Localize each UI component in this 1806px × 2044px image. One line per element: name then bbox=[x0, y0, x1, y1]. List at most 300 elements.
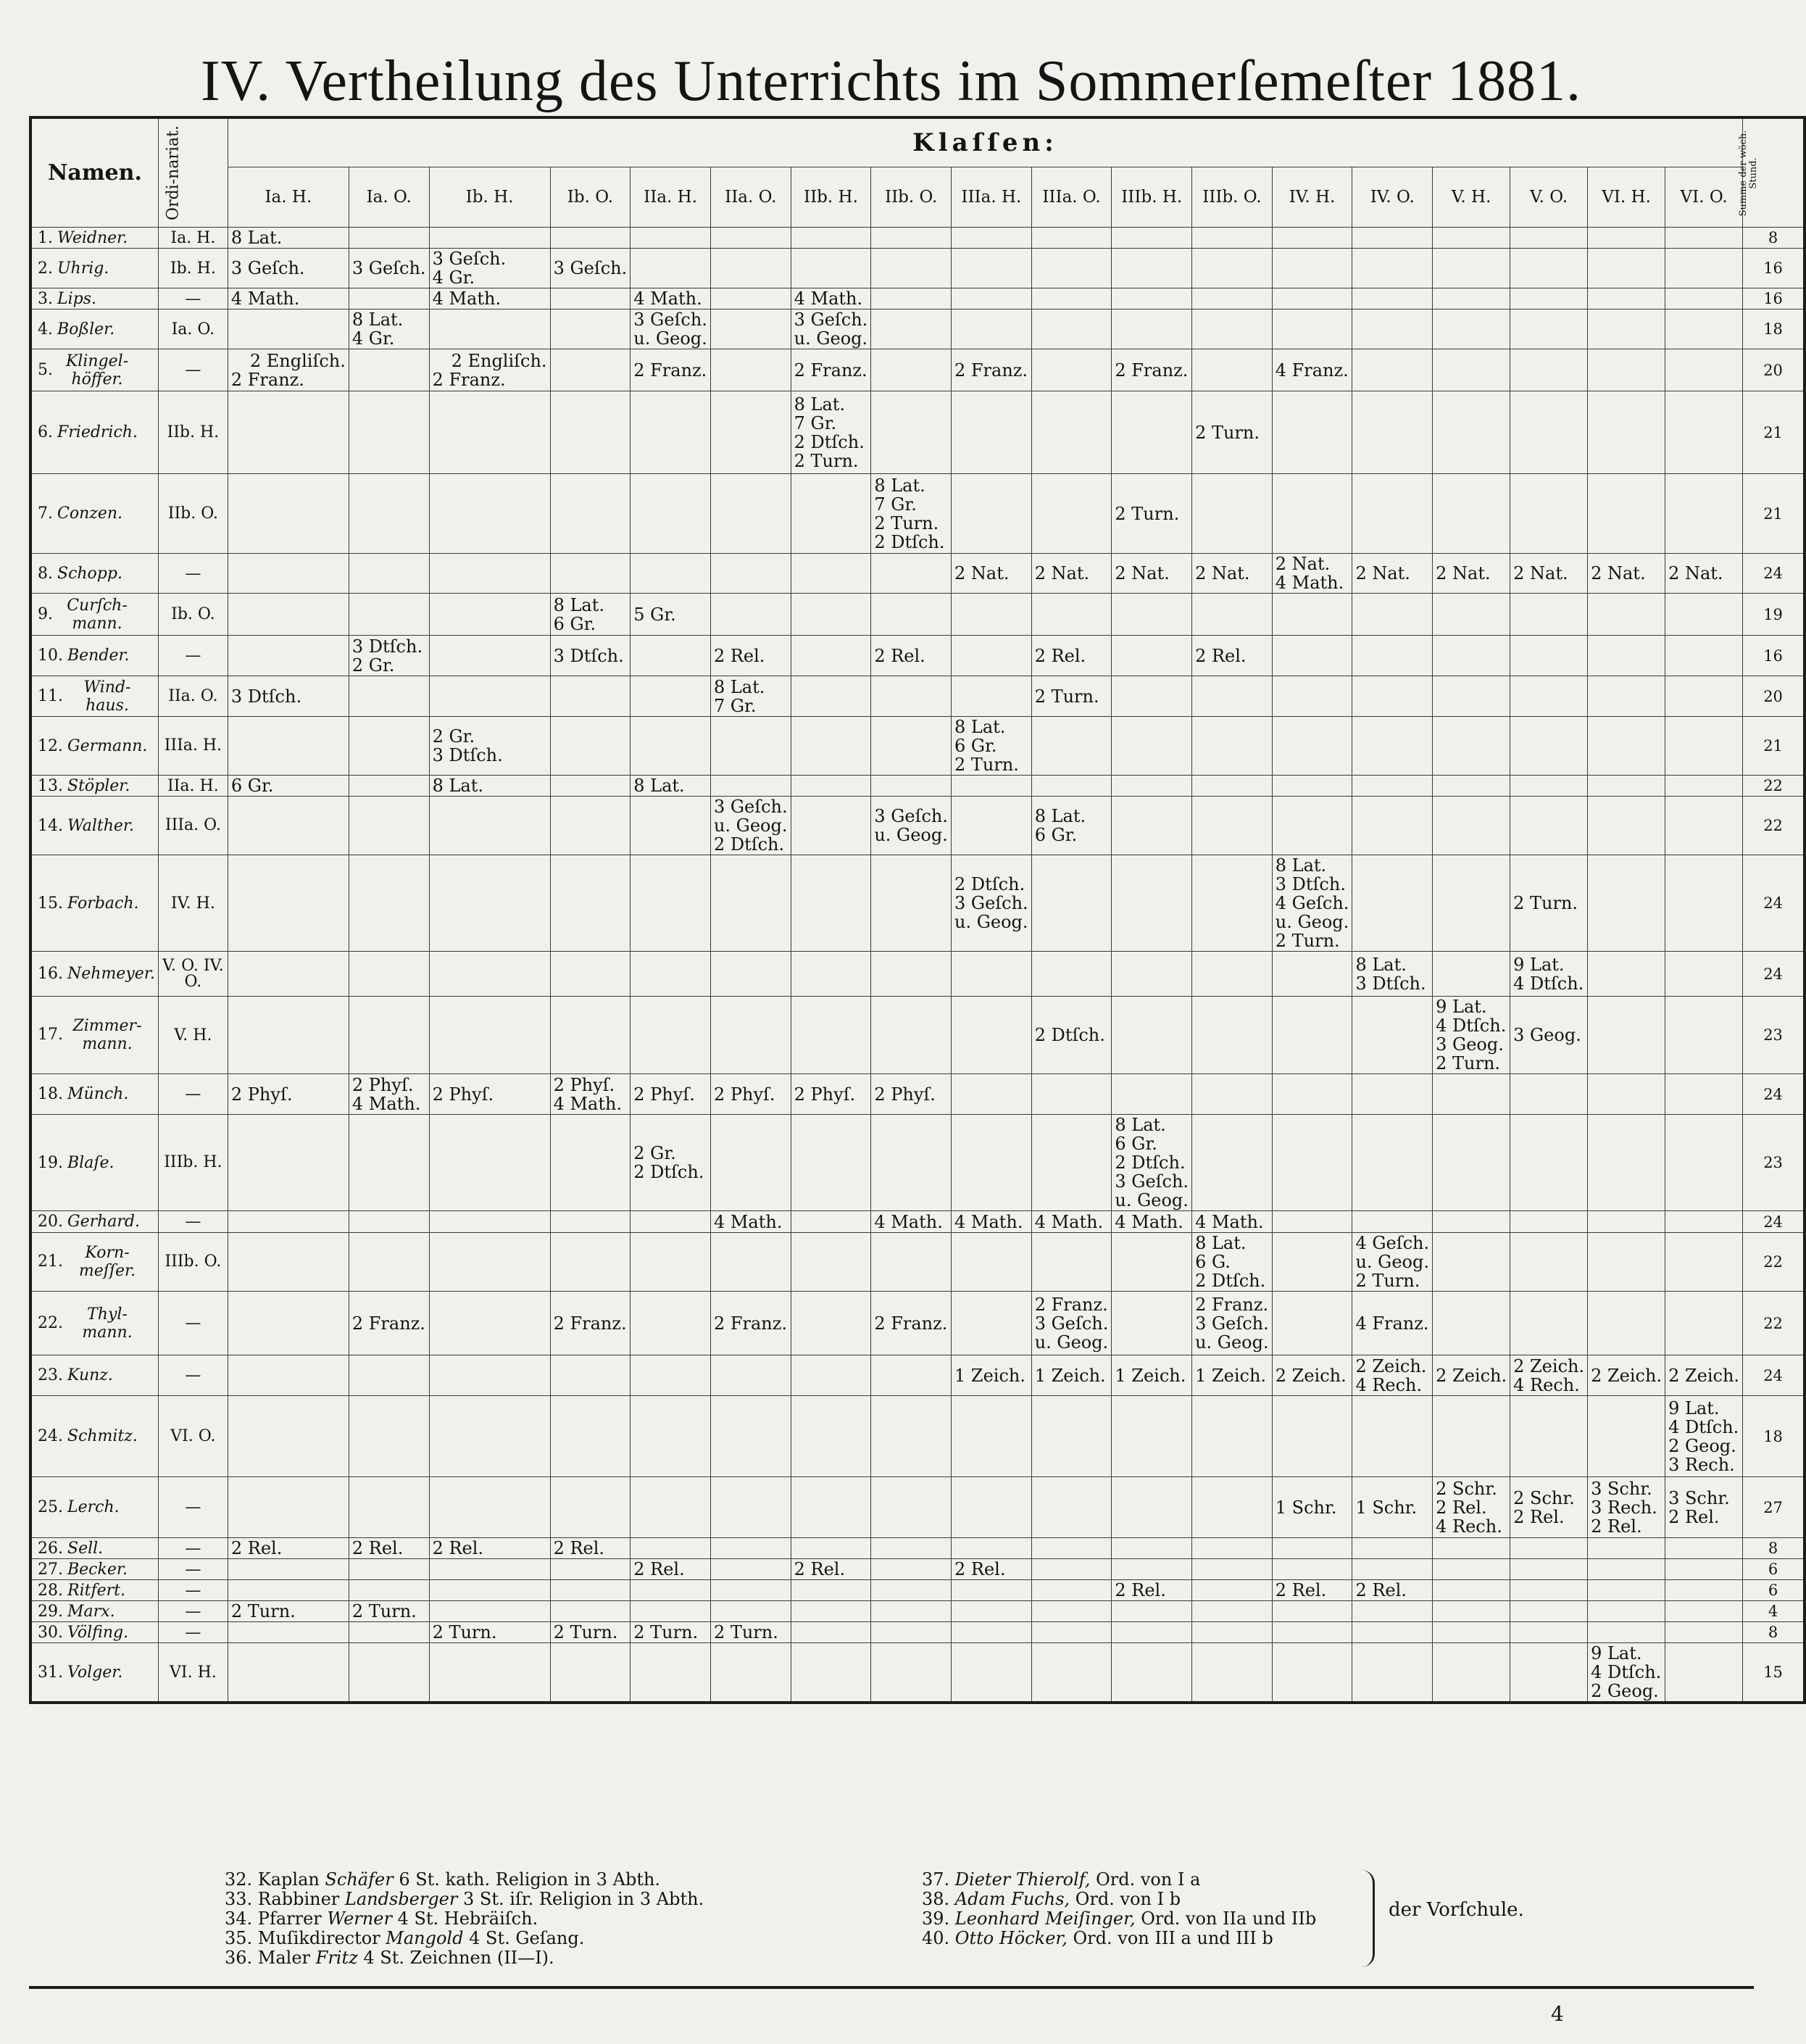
teacher-name-text: Germann. bbox=[67, 736, 148, 755]
lesson-cell bbox=[710, 1477, 791, 1538]
lesson-cell bbox=[550, 776, 631, 797]
lesson-entry: 4 Dtſch. bbox=[1436, 1015, 1507, 1036]
lesson-cell bbox=[631, 554, 711, 594]
lesson-cell bbox=[349, 1074, 429, 1115]
lesson-cell bbox=[1031, 1115, 1112, 1211]
row-number: 10. bbox=[38, 647, 63, 665]
lesson-cell bbox=[1272, 717, 1352, 776]
lesson-cell bbox=[710, 1538, 791, 1559]
lesson-cell bbox=[1112, 855, 1192, 952]
page-title: IV. Vertheilung des Unterrichts im Sommerſemeſter 1881. bbox=[200, 49, 1582, 113]
lesson-cell bbox=[1665, 636, 1743, 676]
lesson-cell bbox=[228, 249, 349, 288]
lesson-entry: u. Geog. bbox=[713, 815, 788, 836]
lesson-entry: 2 Dtſch. bbox=[1195, 1271, 1266, 1291]
lesson-cell bbox=[1192, 1292, 1273, 1355]
lesson-cell bbox=[1192, 676, 1273, 717]
lesson-cell bbox=[1031, 1559, 1112, 1580]
lesson-cell bbox=[349, 474, 429, 554]
lesson-cell bbox=[1588, 952, 1665, 997]
table-row bbox=[30, 676, 1805, 717]
lesson-entry: 3 Geog. bbox=[1513, 1025, 1581, 1045]
lesson-cell bbox=[228, 636, 349, 676]
ordinariat-cell: IIa. O. bbox=[158, 676, 228, 717]
lesson-cell bbox=[871, 1355, 952, 1396]
lesson-cell bbox=[1510, 1538, 1588, 1559]
lesson-cell bbox=[631, 1622, 711, 1643]
lesson-cell bbox=[1112, 636, 1192, 676]
lesson-cell bbox=[871, 228, 952, 249]
lesson-entry: 8 Lat. bbox=[1275, 855, 1327, 876]
teacher-name-text: Curſch-mann. bbox=[67, 596, 128, 633]
ordinariat-cell: IIb. O. bbox=[158, 474, 228, 554]
lesson-cell bbox=[791, 1292, 871, 1355]
weekly-hours-sum: 18 bbox=[1743, 1396, 1805, 1477]
class-header: VI. O. bbox=[1665, 167, 1743, 228]
teacher-name-text: Schopp. bbox=[57, 564, 122, 583]
lesson-entry: 2 Dtſch. bbox=[1115, 1152, 1186, 1173]
teacher-name-text: Blaſe. bbox=[67, 1153, 115, 1172]
class-header: IV. O. bbox=[1352, 167, 1433, 228]
lesson-cell bbox=[550, 1115, 631, 1211]
lesson-cell bbox=[349, 776, 429, 797]
lesson-cell bbox=[1510, 1396, 1588, 1477]
ordinariat-cell: — bbox=[158, 636, 228, 676]
lesson-entry: 2 Dtſch. bbox=[713, 834, 785, 855]
lesson-cell bbox=[1433, 1601, 1510, 1622]
lesson-entry: 2 Rel. bbox=[432, 1538, 484, 1558]
lesson-cell bbox=[1510, 1355, 1588, 1396]
lesson-cell bbox=[1192, 1477, 1273, 1538]
row-number: 27. bbox=[38, 1560, 63, 1579]
lesson-cell bbox=[1272, 228, 1352, 249]
lesson-cell bbox=[1352, 249, 1433, 288]
lesson-cell bbox=[871, 997, 952, 1074]
lesson-cell bbox=[710, 1233, 791, 1292]
lesson-cell bbox=[1433, 776, 1510, 797]
lesson-cell bbox=[1665, 391, 1743, 474]
lesson-entry: 2 Nat. bbox=[954, 563, 1010, 583]
lesson-cell bbox=[952, 288, 1032, 309]
lesson-entry: 2 Nat. bbox=[1115, 563, 1170, 583]
row-number: 8. bbox=[38, 564, 53, 583]
lesson-cell bbox=[1433, 676, 1510, 717]
lesson-entry: 4 Math. bbox=[230, 288, 300, 309]
lesson-cell bbox=[631, 1292, 711, 1355]
lesson-cell bbox=[1588, 1292, 1665, 1355]
lesson-cell bbox=[349, 676, 429, 717]
lesson-cell bbox=[1272, 1074, 1352, 1115]
lesson-entry: 2 Engliſch. bbox=[451, 350, 547, 371]
lesson-cell bbox=[1192, 249, 1273, 288]
lesson-cell bbox=[1192, 1538, 1273, 1559]
lesson-cell bbox=[871, 1580, 952, 1601]
class-header: IIIa. H. bbox=[952, 167, 1032, 228]
lesson-cell bbox=[1665, 474, 1743, 554]
lesson-cell bbox=[1665, 717, 1743, 776]
lesson-entry: 3 Geſch. bbox=[633, 309, 707, 330]
lesson-cell bbox=[1510, 249, 1588, 288]
lesson-cell bbox=[1112, 1601, 1192, 1622]
lesson-cell bbox=[429, 1396, 550, 1477]
lesson-entry: 1 Zeich. bbox=[954, 1365, 1025, 1386]
lesson-cell bbox=[1352, 1643, 1433, 1703]
weekly-hours-sum: 16 bbox=[1743, 249, 1805, 288]
lesson-cell bbox=[349, 797, 429, 855]
weekly-hours-sum: 24 bbox=[1743, 1355, 1805, 1396]
lesson-cell bbox=[1665, 309, 1743, 349]
lesson-entry: 2 Nat. bbox=[1034, 563, 1090, 583]
lesson-cell bbox=[429, 554, 550, 594]
lesson-cell bbox=[1588, 1211, 1665, 1233]
table-row bbox=[30, 636, 1805, 676]
lesson-cell bbox=[1272, 1538, 1352, 1559]
lesson-cell bbox=[791, 554, 871, 594]
lesson-entry: u. Geog. bbox=[1355, 1252, 1429, 1272]
lesson-cell bbox=[1588, 1559, 1665, 1580]
teacher-name-text: Völfing. bbox=[67, 1623, 129, 1642]
row-number: 17. bbox=[38, 1026, 63, 1044]
lesson-cell bbox=[1433, 1643, 1510, 1703]
class-header: V. H. bbox=[1433, 167, 1510, 228]
lesson-cell bbox=[1352, 1538, 1433, 1559]
lesson-entry: 9 Lat. bbox=[1668, 1397, 1720, 1418]
lesson-cell bbox=[1588, 1074, 1665, 1115]
lesson-entry: 2 Engliſch. bbox=[249, 350, 346, 371]
lesson-cell bbox=[952, 309, 1032, 349]
row-number: 24. bbox=[38, 1427, 63, 1445]
row-number: 20. bbox=[38, 1213, 63, 1231]
lesson-entry: 2 Rel. bbox=[874, 645, 925, 666]
lesson-cell bbox=[1272, 249, 1352, 288]
lesson-cell bbox=[1272, 855, 1352, 952]
lesson-cell bbox=[871, 1559, 952, 1580]
lesson-cell bbox=[631, 228, 711, 249]
lesson-entry: 7 Gr. bbox=[713, 695, 757, 716]
lesson-cell bbox=[1112, 1538, 1192, 1559]
table-row bbox=[30, 554, 1805, 594]
lesson-cell bbox=[791, 1622, 871, 1643]
ordinariat-cell: — bbox=[158, 1477, 228, 1538]
lesson-cell bbox=[1031, 1601, 1112, 1622]
weekly-hours-sum: 22 bbox=[1743, 1292, 1805, 1355]
lesson-entry: 6 Gr. bbox=[1034, 825, 1078, 845]
lesson-entry: 9 Lat. bbox=[1591, 1643, 1642, 1663]
class-header: V. O. bbox=[1510, 167, 1588, 228]
teacher-name bbox=[30, 1233, 158, 1292]
lesson-cell bbox=[1112, 1292, 1192, 1355]
lesson-cell bbox=[1112, 1211, 1192, 1233]
weekly-hours-sum: 6 bbox=[1743, 1580, 1805, 1601]
lesson-cell bbox=[1272, 1559, 1352, 1580]
lesson-cell bbox=[952, 1115, 1032, 1211]
lesson-cell bbox=[550, 1559, 631, 1580]
lesson-entry: 2 Franz. bbox=[874, 1313, 948, 1334]
lesson-entry: 1 Zeich. bbox=[1034, 1365, 1106, 1386]
footer-line-prefix: 35. Muſikdirector bbox=[225, 1928, 386, 1948]
lesson-cell bbox=[710, 554, 791, 594]
lesson-cell bbox=[429, 1643, 550, 1703]
lesson-cell bbox=[710, 309, 791, 349]
teacher-name bbox=[30, 288, 158, 309]
footer-line-prefix: 38. bbox=[922, 1889, 955, 1909]
lesson-cell bbox=[228, 952, 349, 997]
table-row bbox=[30, 1074, 1805, 1115]
footer-line-suffix: Ord. von I a bbox=[1090, 1869, 1201, 1890]
lesson-entry: 9 Lat. bbox=[1513, 954, 1565, 975]
lesson-entry: 2 Franz. bbox=[553, 1313, 627, 1334]
lesson-cell bbox=[429, 952, 550, 997]
lesson-cell bbox=[1588, 1601, 1665, 1622]
lesson-cell bbox=[631, 1643, 711, 1703]
lesson-cell bbox=[1588, 1355, 1665, 1396]
footer-line bbox=[225, 1948, 704, 1968]
lesson-cell bbox=[429, 1211, 550, 1233]
lesson-entry: 2 Turn. bbox=[713, 1622, 778, 1642]
lesson-entry: u. Geog. bbox=[794, 328, 868, 349]
lesson-cell bbox=[1192, 1211, 1273, 1233]
lesson-cell bbox=[1433, 636, 1510, 676]
teacher-name bbox=[30, 1211, 158, 1233]
lesson-cell bbox=[871, 855, 952, 952]
weekly-hours-sum: 24 bbox=[1743, 554, 1805, 594]
teacher-name-text: Nehmeyer. bbox=[67, 965, 155, 983]
lesson-cell bbox=[1665, 1601, 1743, 1622]
lesson-entry: 8 Lat. bbox=[713, 676, 765, 697]
teacher-name bbox=[30, 1477, 158, 1538]
lesson-cell bbox=[631, 391, 711, 474]
class-header: IV. H. bbox=[1272, 167, 1352, 228]
footer-line-name: Mangold bbox=[386, 1928, 464, 1948]
lesson-cell bbox=[952, 594, 1032, 636]
lesson-cell bbox=[550, 288, 631, 309]
weekly-hours-sum: 21 bbox=[1743, 474, 1805, 554]
lesson-cell bbox=[1588, 1622, 1665, 1643]
teacher-name bbox=[30, 855, 158, 952]
footer-line-prefix: 32. Kaplan bbox=[225, 1869, 325, 1890]
lesson-entry: 4 Math. bbox=[432, 288, 502, 309]
lesson-cell bbox=[349, 309, 429, 349]
lesson-entry: 2 Zeich. bbox=[1355, 1355, 1427, 1376]
row-number: 31. bbox=[38, 1663, 63, 1682]
lesson-entry: u. Geog. bbox=[1115, 1190, 1189, 1210]
teacher-name-text: Ritfert. bbox=[67, 1581, 125, 1600]
lesson-cell bbox=[429, 1233, 550, 1292]
lesson-cell bbox=[631, 1355, 711, 1396]
lesson-entry: 4 Math. bbox=[874, 1211, 943, 1232]
lesson-cell bbox=[631, 1115, 711, 1211]
footer-line-prefix: 33. Rabbiner bbox=[225, 1889, 345, 1909]
lesson-entry: 4 Dtſch. bbox=[1668, 1416, 1739, 1437]
lesson-cell bbox=[791, 1559, 871, 1580]
lesson-entry: 9 Lat. bbox=[1436, 997, 1487, 1017]
table-row bbox=[30, 309, 1805, 349]
lesson-cell bbox=[631, 1396, 711, 1477]
table-row bbox=[30, 391, 1805, 474]
lesson-entry: 2 Geog. bbox=[1591, 1681, 1659, 1701]
lesson-cell bbox=[228, 288, 349, 309]
lesson-cell bbox=[349, 1292, 429, 1355]
lesson-entry: 2 Franz. bbox=[1195, 1294, 1269, 1315]
footer-line-suffix: 3 St. iſr. Religion in 3 Abth. bbox=[457, 1889, 704, 1909]
lesson-cell bbox=[228, 554, 349, 594]
footer-line-name: Werner bbox=[327, 1908, 392, 1929]
lesson-entry: 2 Turn. bbox=[954, 755, 1019, 775]
lesson-entry: 4 Rech. bbox=[1436, 1516, 1502, 1537]
lesson-cell bbox=[952, 228, 1032, 249]
lesson-cell bbox=[1352, 391, 1433, 474]
teacher-name bbox=[30, 1396, 158, 1477]
lesson-entry: u. Geog. bbox=[633, 328, 707, 349]
footer-line bbox=[225, 1929, 704, 1948]
lesson-cell bbox=[1433, 349, 1510, 391]
lesson-cell bbox=[871, 1292, 952, 1355]
lesson-cell bbox=[228, 474, 349, 554]
lesson-cell bbox=[1588, 797, 1665, 855]
class-header: IIb. H. bbox=[791, 167, 871, 228]
weekly-hours-sum: 19 bbox=[1743, 594, 1805, 636]
lesson-cell bbox=[429, 1115, 550, 1211]
lesson-cell bbox=[1192, 1355, 1273, 1396]
lesson-entry: 2 Franz. bbox=[1034, 1294, 1108, 1315]
teacher-name-text: Kunz. bbox=[67, 1366, 113, 1384]
lesson-cell bbox=[1112, 309, 1192, 349]
lesson-cell bbox=[1665, 1233, 1743, 1292]
teacher-name-text: Lips. bbox=[57, 289, 97, 308]
lesson-cell bbox=[1192, 1233, 1273, 1292]
weekly-hours-sum: 27 bbox=[1743, 1477, 1805, 1538]
lesson-cell bbox=[1352, 309, 1433, 349]
weekly-hours-sum: 20 bbox=[1743, 676, 1805, 717]
lesson-cell bbox=[1352, 554, 1433, 594]
footer-line-suffix: 4 St. Hebräiſch. bbox=[391, 1908, 538, 1929]
lesson-cell bbox=[710, 1115, 791, 1211]
lesson-entry: 2 Rel. bbox=[1668, 1506, 1720, 1527]
row-number: 6. bbox=[38, 423, 53, 441]
lesson-entry: 7 Gr. bbox=[874, 494, 917, 515]
lesson-cell bbox=[952, 1538, 1032, 1559]
footer-line-suffix: 4 St. Geſang. bbox=[463, 1928, 585, 1948]
footer-line-name: Fritz bbox=[315, 1948, 358, 1968]
lesson-cell bbox=[1665, 288, 1743, 309]
ordinariat-cell: IIIb. O. bbox=[158, 1233, 228, 1292]
lesson-cell bbox=[1665, 855, 1743, 952]
footer-line bbox=[922, 1870, 1316, 1890]
lesson-entry: 4 Geſch. bbox=[1355, 1233, 1430, 1253]
footer-line-suffix: Ord. von III a und III b bbox=[1067, 1928, 1273, 1948]
lesson-cell bbox=[1352, 1559, 1433, 1580]
lesson-cell bbox=[1352, 594, 1433, 636]
teacher-name bbox=[30, 349, 158, 391]
lesson-cell bbox=[791, 717, 871, 776]
lesson-cell bbox=[791, 1601, 871, 1622]
lesson-cell bbox=[550, 1292, 631, 1355]
lesson-cell bbox=[1031, 997, 1112, 1074]
lesson-cell bbox=[952, 855, 1032, 952]
teacher-name bbox=[30, 997, 158, 1074]
lesson-cell bbox=[1112, 1643, 1192, 1703]
ordinariat-cell: Ib. O. bbox=[158, 594, 228, 636]
lesson-entry: 3 Dtſch. bbox=[1275, 874, 1346, 894]
footer-line-prefix: 39. bbox=[922, 1908, 955, 1929]
lesson-cell bbox=[1031, 1396, 1112, 1477]
lesson-entry: 2 Phyſ. bbox=[553, 1074, 615, 1095]
table-body bbox=[30, 228, 1805, 1703]
lesson-cell bbox=[1192, 228, 1273, 249]
lesson-cell bbox=[429, 288, 550, 309]
lesson-cell bbox=[791, 1396, 871, 1477]
lesson-cell bbox=[631, 309, 711, 349]
lesson-cell bbox=[1031, 288, 1112, 309]
lesson-cell bbox=[1352, 1580, 1433, 1601]
class-header: IIa. H. bbox=[631, 167, 711, 228]
lesson-cell bbox=[1352, 474, 1433, 554]
lesson-cell bbox=[228, 855, 349, 952]
lesson-entry: 4 Math. bbox=[351, 1093, 421, 1114]
row-number: 2. bbox=[38, 259, 53, 278]
lesson-cell bbox=[710, 997, 791, 1074]
lesson-cell bbox=[710, 636, 791, 676]
class-header: IIIa. O. bbox=[1031, 167, 1112, 228]
lesson-cell bbox=[1665, 1074, 1743, 1115]
ordinariat-cell: — bbox=[158, 1538, 228, 1559]
lesson-entry: 4 Gr. bbox=[351, 328, 395, 349]
weekly-hours-sum: 4 bbox=[1743, 1601, 1805, 1622]
table-row bbox=[30, 1355, 1805, 1396]
lesson-cell bbox=[1433, 228, 1510, 249]
lesson-cell bbox=[791, 1355, 871, 1396]
lesson-cell bbox=[1433, 997, 1510, 1074]
lesson-entry: 4 Franz. bbox=[1355, 1313, 1429, 1334]
teacher-name-text: Uhrig. bbox=[57, 259, 109, 278]
lesson-cell bbox=[791, 997, 871, 1074]
lesson-cell bbox=[550, 636, 631, 676]
lesson-entry: 3 Geſch. bbox=[230, 258, 305, 278]
lesson-cell bbox=[228, 1643, 349, 1703]
lesson-cell bbox=[429, 1355, 550, 1396]
lesson-cell bbox=[1352, 855, 1433, 952]
lesson-cell bbox=[1112, 1233, 1192, 1292]
lesson-cell bbox=[952, 1622, 1032, 1643]
lesson-cell bbox=[550, 1396, 631, 1477]
row-number: 16. bbox=[38, 965, 63, 983]
teacher-name-text: Volger. bbox=[67, 1663, 123, 1682]
lesson-cell bbox=[710, 474, 791, 554]
lesson-cell bbox=[710, 249, 791, 288]
lesson-cell bbox=[1192, 1643, 1273, 1703]
lesson-cell bbox=[1192, 288, 1273, 309]
lesson-entry: 2 Turn. bbox=[1195, 422, 1260, 443]
lesson-cell bbox=[1031, 554, 1112, 594]
table-row bbox=[30, 1622, 1805, 1643]
lesson-cell bbox=[631, 249, 711, 288]
lesson-cell bbox=[710, 594, 791, 636]
lesson-entry: 2 Nat. bbox=[1513, 563, 1568, 583]
lesson-cell bbox=[550, 717, 631, 776]
table-row bbox=[30, 288, 1805, 309]
lesson-cell bbox=[1352, 1622, 1433, 1643]
ordinariat-cell: Ia. O. bbox=[158, 309, 228, 349]
lesson-cell bbox=[228, 1477, 349, 1538]
lesson-cell bbox=[349, 1643, 429, 1703]
lesson-cell bbox=[1665, 1559, 1743, 1580]
lesson-cell bbox=[429, 1601, 550, 1622]
lesson-cell bbox=[631, 1559, 711, 1580]
teacher-name-text: Korn-meſſer. bbox=[78, 1244, 136, 1280]
lesson-cell bbox=[429, 636, 550, 676]
lesson-entry: 2 Rel. bbox=[1355, 1580, 1407, 1600]
row-number: 21. bbox=[38, 1252, 63, 1271]
